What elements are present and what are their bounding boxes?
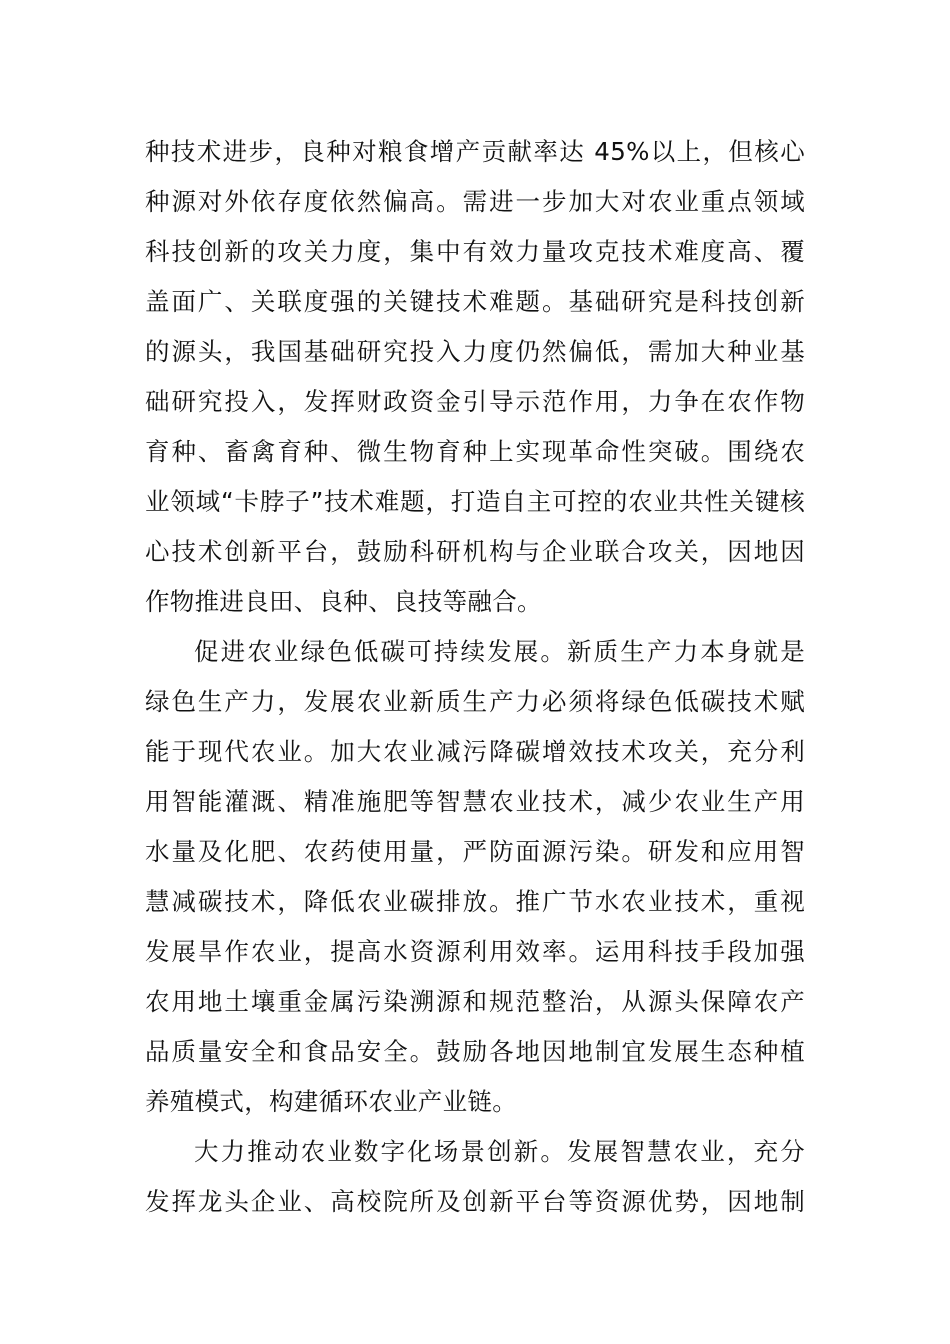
text-line: 慧减碳技术，降低农业碳排放。推广节水农业技术，重视: [145, 887, 805, 916]
text-line: 农用地土壤重金属污染溯源和规范整治，从源头保障农产: [145, 987, 805, 1016]
document-body: [145, 127, 805, 1227]
text-line: 础研究投入，发挥财政资金引导示范作用，力争在农作物: [145, 387, 805, 416]
text-line: 水量及化肥、农药使用量，严防面源污染。研发和应用智: [145, 837, 805, 866]
text-line: 科技创新的攻关力度，集中有效力量攻克技术难度高、覆: [145, 237, 805, 266]
text-line: 种技术进步，良种对粮食增产贡献率达 45%以上，但核心: [145, 137, 805, 166]
text-line: 养殖模式，构建循环农业产业链。: [145, 1087, 517, 1116]
text-line: 发展旱作农业，提高水资源利用效率。运用科技手段加强: [145, 937, 805, 966]
text-line: 大力推动农业数字化场景创新。发展智慧农业，充分: [194, 1137, 805, 1166]
text-line: 的源头，我国基础研究投入力度仍然偏低，需加大种业基: [145, 337, 805, 366]
text-line: 心技术创新平台，鼓励科研机构与企业联合攻关，因地因: [145, 537, 805, 566]
text-line: 业领域“卡脖子”技术难题，打造自主可控的农业共性关键核: [145, 487, 805, 516]
text-line: 用智能灌溉、精准施肥等智慧农业技术，减少农业生产用: [145, 787, 805, 816]
text-line: 促进农业绿色低碳可持续发展。新质生产力本身就是: [194, 637, 805, 666]
text-line: 种源对外依存度依然偏高。需进一步加大对农业重点领域: [145, 187, 805, 216]
text-line: 品质量安全和食品安全。鼓励各地因地制宜发展生态种植: [145, 1037, 805, 1066]
text-line: 绿色生产力，发展农业新质生产力必须将绿色低碳技术赋: [145, 687, 805, 716]
text-line: 盖面广、关联度强的关键技术难题。基础研究是科技创新: [145, 287, 805, 316]
text-line: 作物推进良田、良种、良技等融合。: [145, 587, 542, 616]
text-line: 育种、畜禽育种、微生物育种上实现革命性突破。围绕农: [145, 437, 805, 466]
text-line: 发挥龙头企业、高校院所及创新平台等资源优势，因地制: [145, 1187, 805, 1216]
text-line: 能于现代农业。加大农业减污降碳增效技术攻关，充分利: [145, 737, 805, 766]
